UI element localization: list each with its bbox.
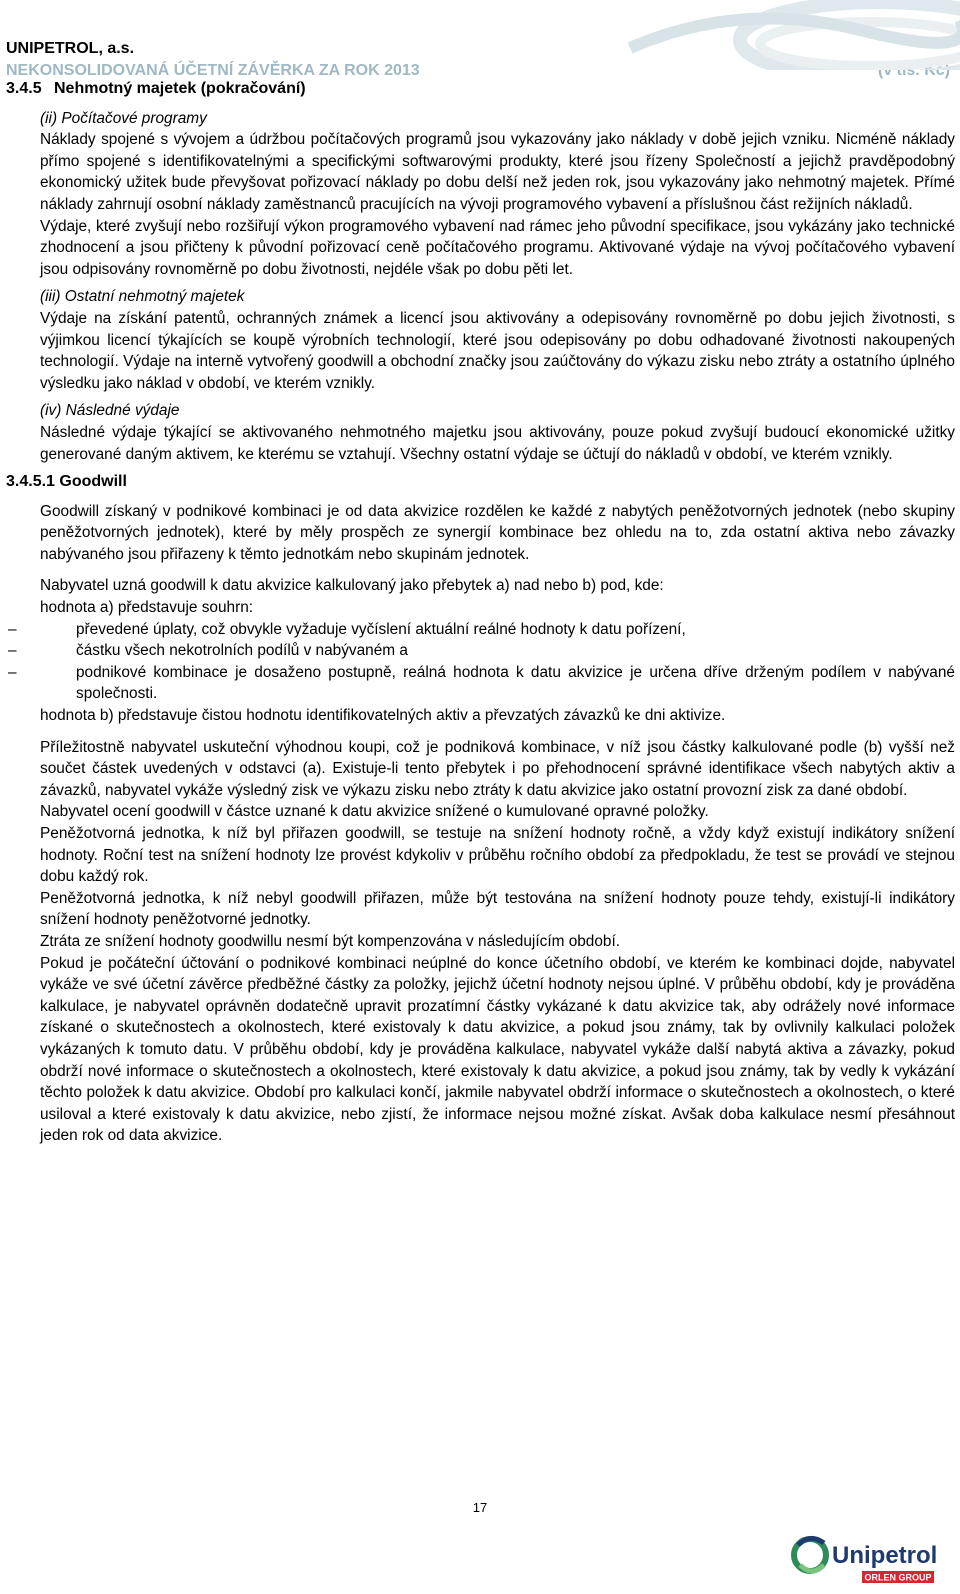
list-item-text: částku všech nekotrolních podílů v nabývaném a	[76, 642, 408, 660]
dash-bullet-icon: –	[8, 620, 17, 638]
page-number: 17	[472, 1500, 488, 1515]
goodwill-paragraph-5: Příležitostně nabyvatel uskuteční výhodnou koupi, což je podniková kombinace, v níž jsou částky kalkulované podle (b) vyšší než součet částek uvedených v odstavci (a). Existuje-li tento přebytek i po přehodnocení správné identifikace všech nabytých aktiv a závazků, nabyvatel vykáže výsledný zisk ve výkazu zisku nebo ztráty k datu akvizice jako ostatní provozní zisk za dané období.	[40, 738, 955, 799]
other-intangibles-heading: (iii) Ostatní nehmotný majetek	[40, 288, 245, 306]
list-item-text: převedené úplaty, což obvykle vyžaduje vyčíslení aktuální reálné hodnoty k datu pořízení,	[76, 620, 686, 638]
section-number: 3.4.5	[6, 80, 42, 97]
list-item-text: podnikové kombinace je dosaženo postupně, reálná hodnota k datu akvizice je určena dříve drženým podílem v nabývané společnosti.	[76, 663, 955, 703]
header-unit: (v tis. Kč)	[877, 62, 950, 79]
header-report-title: NEKONSOLIDOVANÁ ÚČETNÍ ZÁVĚRKA ZA ROK 2013	[6, 62, 420, 79]
goodwill-paragraph-10: Pokud je počáteční účtování o podnikové kombinaci neúplné do konce účetního období, ve kterém ke kombinaci dojde, nabyvatel vykáže ve své účetní závěrce předběžné částky za položky, jejichž účetní hodnoty nejsou úplné. V průběhu období, kdy je prováděna kalkulace, je nabyvatel oprávněn dodatečně upravit prozatímní částky vykázané k datu akvizice tak, aby odrážely nové informace získané o skutečnostech a okolnostech, které existovaly k datu akvizice, a pokud jsou známy, tak by ovlivnily kalkulaci položek vykázaných k tomuto datu. V průběhu období, kdy je prováděna kalkulace, nabyvatel vykáže další nabytá aktiva a závazky, pokud obdrží nové informace o skutečnostech a okolnostech, které existovaly k datu akvizice, a pokud jsou známy, tak by vedly k vykázání těchto položek k datu akvizice. Období pro kalkulaci končí, jakmile nabyvatel obdrží informace o skutečnostech a okolnostech, o které usiloval a které existovaly k datu akvizice, nebo zjistí, že informace nejsou možné získat. Avšak doba kalkulace nesmí přesáhnout jeden rok od data akvizice.	[40, 954, 955, 1145]
goodwill-title: Goodwill	[59, 473, 127, 491]
header-wave-logo-icon	[620, 0, 960, 70]
goodwill-paragraph-3: hodnota a) představuje souhrn:	[40, 599, 254, 617]
dash-bullet-icon: –	[8, 663, 17, 681]
unipetrol-emblem-icon	[794, 1538, 826, 1571]
logo-wordmark: Unipetrol	[832, 1542, 938, 1569]
section-heading	[6, 78, 955, 100]
software-heading: (ii) Počítačové programy	[40, 109, 207, 127]
unipetrol-logo-icon	[790, 1525, 940, 1591]
goodwill-heading	[6, 471, 955, 493]
goodwill-paragraph-6: Nabyvatel ocení goodwill v částce uznané k datu akvizice snížené o kumulované opravné položky.	[40, 803, 709, 821]
goodwill-list	[8, 619, 955, 705]
list-item	[8, 619, 955, 641]
goodwill-number: 3.4.5.1	[6, 473, 55, 491]
logo-subtitle: ORLEN GROUP	[864, 1572, 932, 1583]
list-item	[8, 662, 955, 705]
goodwill-paragraph-2: Nabyvatel uzná goodwill k datu akvizice kalkulovaný jako přebytek a) nad nebo b) pod, kde:	[40, 577, 664, 595]
subsequent-expenditure-heading: (iv) Následné výdaje	[40, 402, 180, 420]
list-item	[8, 640, 955, 662]
software-paragraph-2: Výdaje, které zvyšují nebo rozšiřují výkon programového vybavení nad rámec jeho původní specifikace, jsou vykázány jako technické zhodnocení a jsou přičteny k původní pořizovací ceně počítačového programu. Aktivované výdaje na vývoj počítačového vybavení jsou odpisovány rovnoměrně po dobu životnosti, nejdéle však po dobu pěti let.	[40, 217, 955, 278]
section-title: Nehmotný majetek (pokračování)	[54, 80, 306, 97]
goodwill-paragraph-4: hodnota b) představuje čistou hodnotu identifikovatelných aktiv a převzatých závazků ke dni aktivize.	[40, 707, 726, 725]
subsequent-expenditure-paragraph: Následné výdaje týkající se aktivovaného nehmotného majetku jsou aktivovány, pouze pokud zvyšují budoucí ekonomické užitky generované daným aktivem, ke kterému se vztahují. Všechny ostatní výdaje se účtují do nákladů v období, ve kterém vznikly.	[40, 423, 955, 463]
goodwill-paragraph-8: Peněžotvorná jednotka, k níž nebyl goodwill přiřazen, může být testována na snížení hodnoty pouze tehdy, existují-li indikátory snížení hodnoty peněžotvorné jednotky.	[40, 889, 955, 929]
goodwill-paragraph-1: Goodwill získaný v podnikové kombinaci je od data akvizice rozdělen ke každé z nabytých peněžotvorných jednotek (nebo skupiny peněžotvorných jednotek), které by měly prospěch ze synergií kombinace bez ohledu na to, zda ostatní aktiva nebo závazky nabývaného jsou přiřazeny k těmto jednotkám nebo skupinám jednotek.	[40, 502, 955, 563]
header-company: UNIPETROL, a.s.	[6, 40, 135, 57]
dash-bullet-icon: –	[8, 642, 17, 660]
goodwill-paragraph-9: Ztráta ze snížení hodnoty goodwillu nesmí být kompenzována v následujícím období.	[40, 932, 621, 950]
document-body	[6, 78, 955, 1147]
goodwill-paragraph-7: Peněžotvorná jednotka, k níž byl přiřazen goodwill, se testuje na snížení hodnoty ročně, a vždy když existují indikátory snížení hodnoty. Roční test na snížení hodnoty lze provést kdykoliv v průběhu ročního období za předpokladu, že test se provádí ve stejnou dobu každý rok.	[40, 825, 955, 886]
other-intangibles-paragraph: Výdaje na získání patentů, ochranných známek a licencí jsou aktivovány a odepisovány rovnoměrně po dobu jejich životnosti, s výjimkou licencí týkajících se koupě výrobních technologií, které jsou odepisovány po dobu odhadované životnosti nakoupených technologií. Výdaje na interně vytvořený goodwill a obchodní značky jsou zaúčtovány do výkazu zisku nebo ztráty a ostatního úplného výsledku jako náklad v období, ve kterém vznikly.	[40, 309, 955, 392]
software-paragraph-1: Náklady spojené s vývojem a údržbou počítačových programů jsou vykazovány jako náklady v době jejich vzniku. Nicméně náklady přímo spojené s identifikovatelnými a specifickými softwarovými produkty, které jsou řízeny Společností a jejichž pravděpodobný ekonomický užitek bude převyšovat pořizovací náklady po dobu delší než jeden rok, jsou vykazovány jako nehmotný majetek. Přímé náklady zahrnují osobní náklady zaměstnanců pracujících na vývoji programového vybavení a příslušnou část režijních nákladů.	[40, 131, 955, 213]
